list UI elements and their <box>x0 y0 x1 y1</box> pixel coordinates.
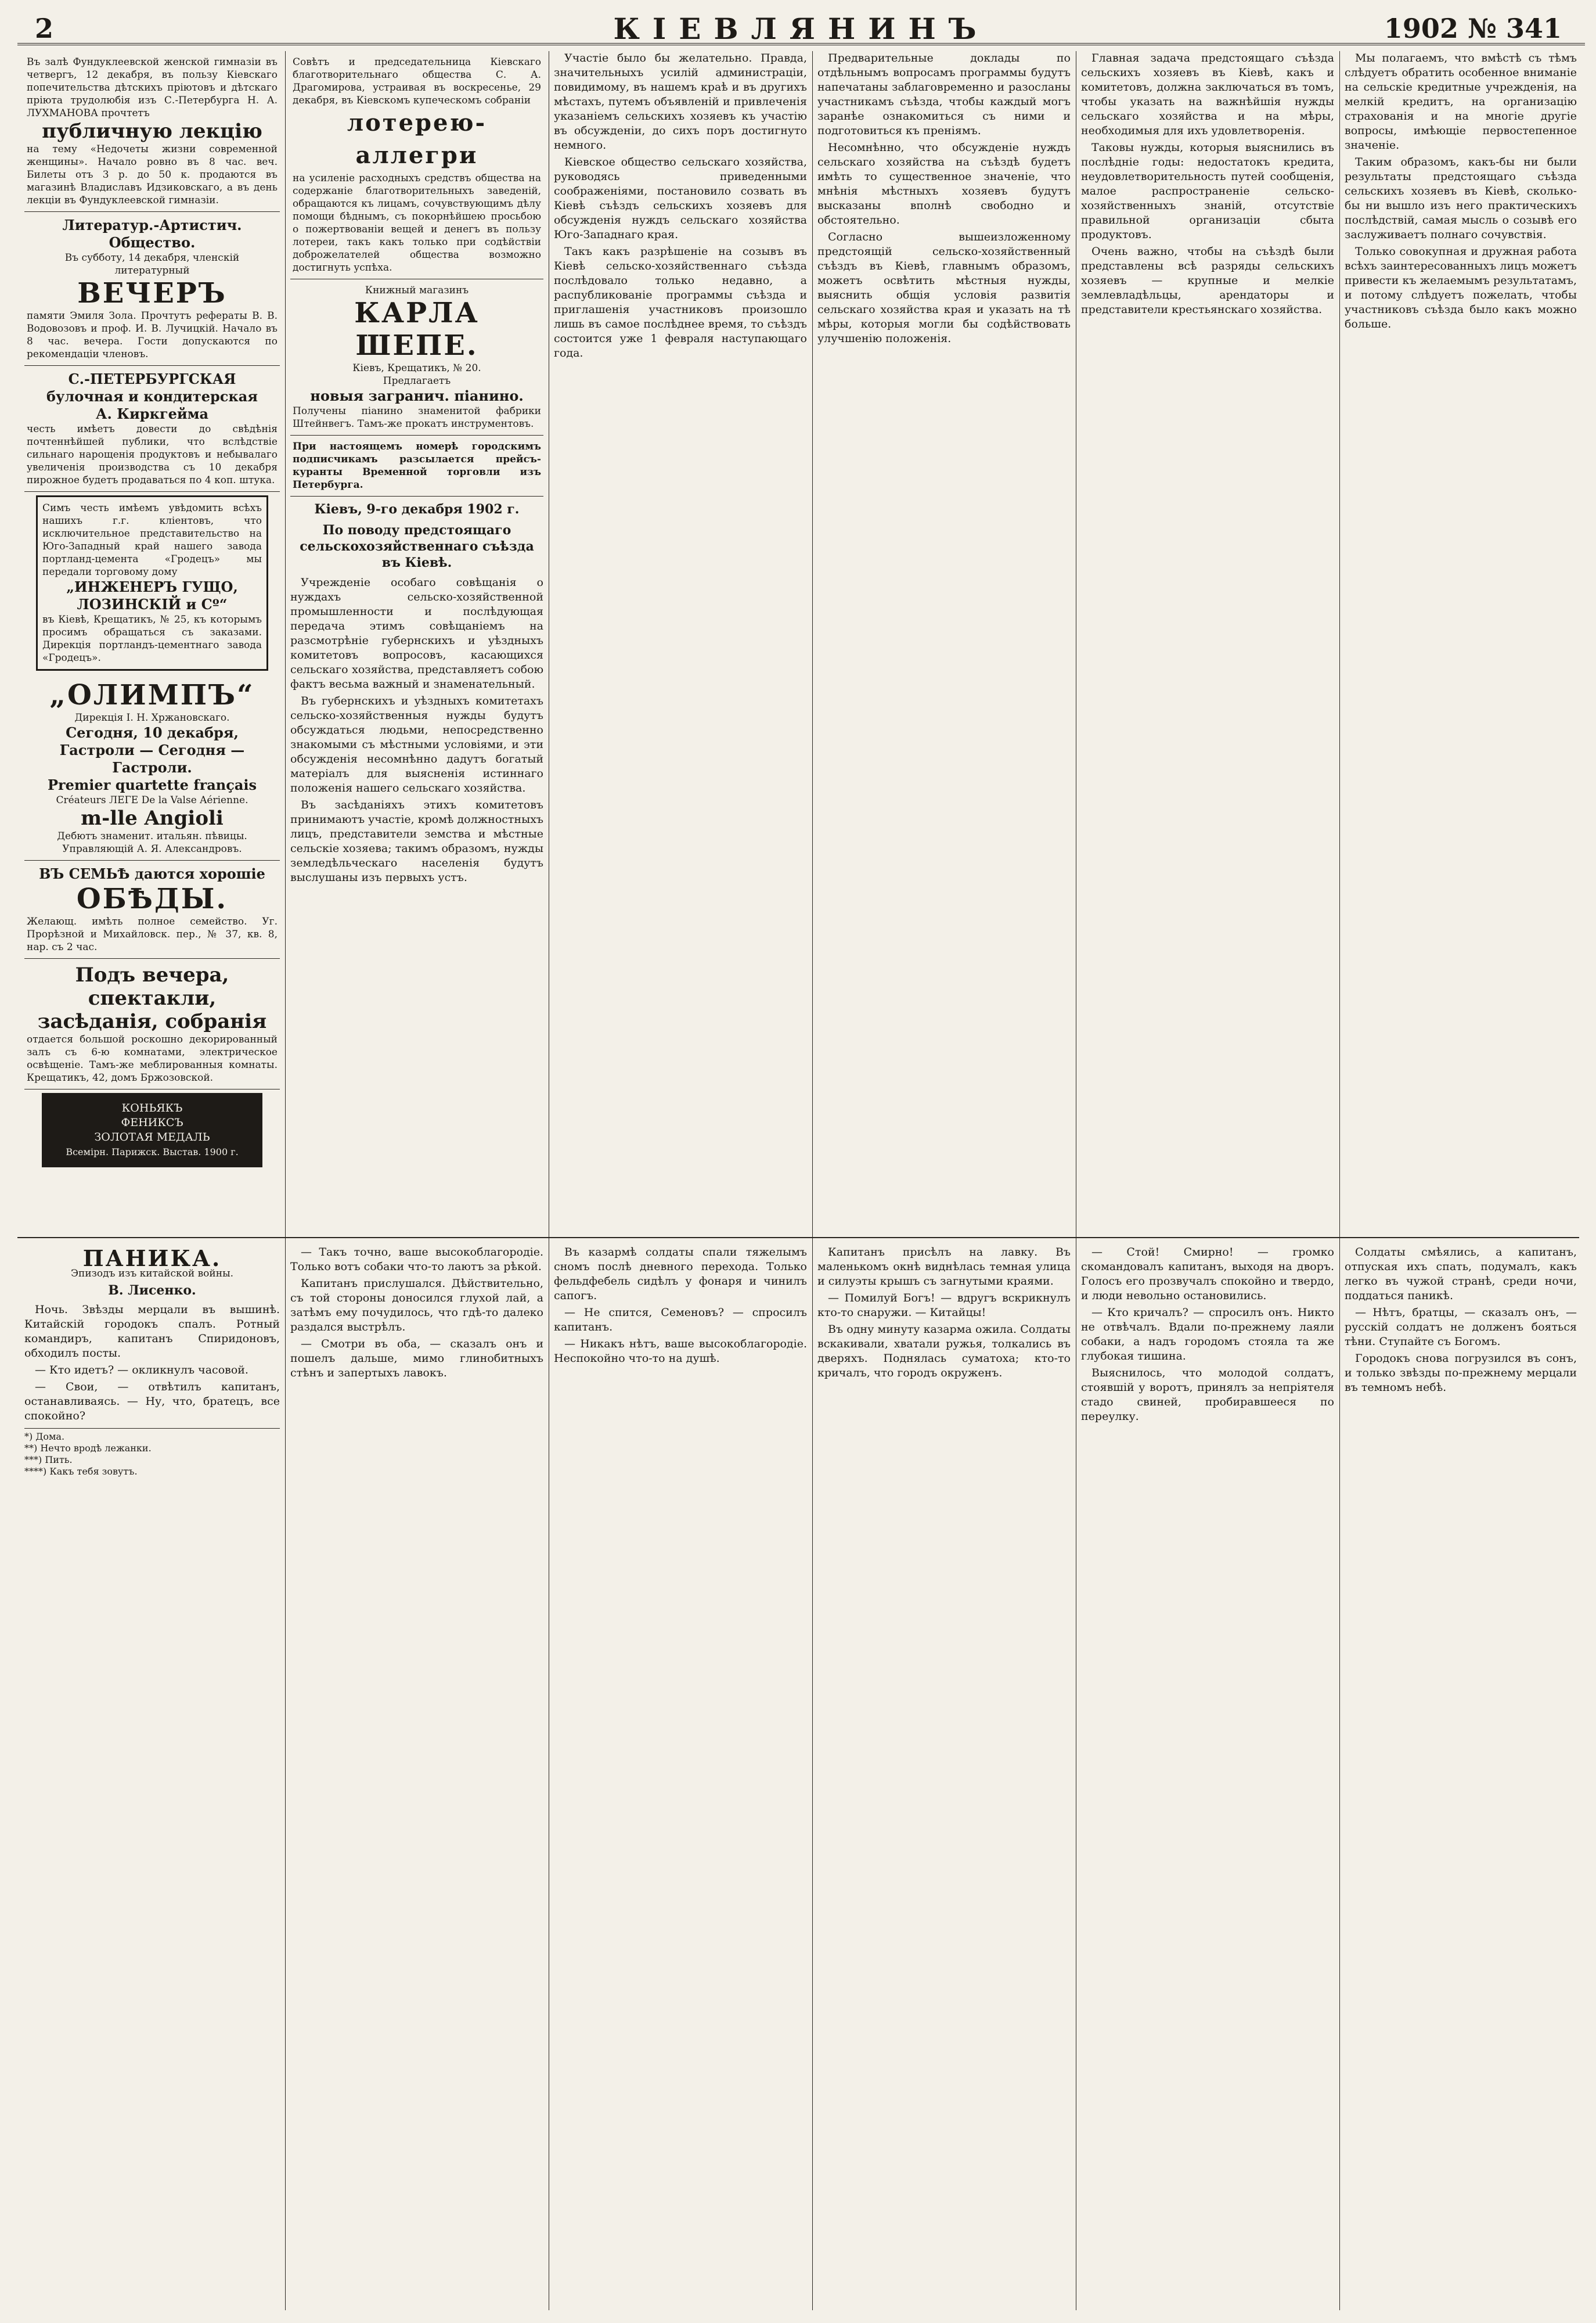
ad-lecture <box>24 51 280 212</box>
firm-name: „ИНЖЕНЕРЪ ГУЩО, ЛОЗИНСКІЙ и Сº“ <box>66 578 238 613</box>
bakery-city: С.-ПЕТЕРБУРГСКАЯ <box>68 371 236 387</box>
bakery-owner: А. Киркгейма <box>95 405 209 422</box>
bakery-body: честь имѣетъ довести до свѣдѣнія почтеннѣйшей публики, что вслѣдствіе сильнаго нарощенія продуктовъ и небывалаго увеличенія производства съ 10 декабря пирожное будетъ продаваться по 4 коп. штука. <box>27 423 278 486</box>
footnote: *) Дома. <box>24 1431 65 1442</box>
cognac-line-4: Всемірн. Парижск. Выстав. 1900 г. <box>66 1146 239 1157</box>
article-paragraph: Въ губернскихъ и уѣздныхъ комитетахъ сельско-хозяйственныя нужды будутъ обсуждаться людьми, непосредственно знакомыми съ мѣстными условіями, и эти обсужденія несомнѣнно дадутъ богатый матеріалъ для выясненія истиннаго положенія нашего сельскаго хозяйства. <box>290 695 543 794</box>
story-column-6 <box>1345 1245 1577 2314</box>
article-paragraph: Несомнѣнно, что обсужденіе нуждъ сельскаго хозяйства на съѣздѣ будетъ имѣть то существенное значеніе, что мнѣнія мѣстныхъ хозяевъ будутъ высказаны вполнѣ свободно и обстоятельно. <box>817 141 1071 226</box>
story-paragraph: Въ одну минуту казарма ожила. Солдаты вскакивали, хватали ружья, толкались въ дверяхъ. Поднялась суматоха; кто-то кричалъ, что городъ окруженъ. <box>817 1323 1071 1379</box>
shop-piano: новыя загранич. піанино. <box>310 387 524 404</box>
story-paragraph: — Нѣтъ, братцы, — сказалъ онъ, — русскій солдатъ не долженъ бояться тѣни. Ступайте съ Богомъ. <box>1345 1306 1577 1348</box>
olimp-sub: Сегодня, 10 декабря, Гастроли — Сегодня — Гастроли. <box>59 724 245 776</box>
lit-date: Въ субботу, 14 декабря, членскій литературный <box>64 252 240 276</box>
vecher-title: ВЕЧЕРЪ <box>77 277 227 310</box>
story-paragraph: — Кто кричалъ? — спросилъ онъ. Никто не отвѣчалъ. Вдали по-прежнему лаяли собаки, а надъ городомъ стояла та же глубокая тишина. <box>1081 1306 1334 1362</box>
article-paragraph: Учрежденіе особаго совѣщанія о нуждахъ сельско-хозяйственной промышленности и послѣдующая передача этимъ совѣщаніемъ на разсмотрѣніе губернскихъ и уѣздныхъ комитетовъ вопросовъ, касающихся сельскаго хозяйства, представляетъ собою фактъ весьма важный и знаменательный. <box>290 576 543 691</box>
story-paragraph: Капитанъ прислушался. Дѣйствительно, съ той стороны доносился глухой лай, а затѣмъ ему почудилось, что гдѣ-то далеко раздался выстрѣлъ. <box>290 1277 543 1333</box>
article-paragraph: Такъ какъ разрѣшеніе на созывъ въ Кіевѣ сельско-хозяйственнаго съѣзда послѣдовало только недавно, а распубликованіе программы съѣзда и приглашенія участниковъ произошло лишь въ самое послѣднее время, то съѣздъ состоится уже 1 февраля наступающаго года. <box>554 245 807 359</box>
article-paragraph: Мы полагаемъ, что вмѣстѣ съ тѣмъ слѣдуетъ обратить особенное вниманіе на сельскіе кредитные учрежденія, на мелкій кредитъ, на организацію страхованія и на многіе другіе вопросы, имѣющіе первостепенное значеніе. <box>1345 52 1577 152</box>
story-paragraph: — Помилуй Богъ! — вдругъ вскрикнулъ кто-то снаружи. — Китайцы! <box>817 1292 1071 1319</box>
lecture-intro: Въ залѣ Фундуклеевской женской гимназіи въ четвергъ, 12 декабря, въ пользу Кіевскаго попечительства дѣтскихъ пріютовъ и дѣтскаго пріюта трудолюбія изъ С.-Петербурга Н. А. ЛУХМАНОВА прочтетъ <box>27 56 278 119</box>
article-column-4 <box>817 51 1071 1230</box>
story-paragraph: — Свои, — отвѣтилъ капитанъ, останавливаясь. — Ну, что, братецъ, все спокойно? <box>24 1380 280 1422</box>
story-paragraph: — Кто идетъ? — окликнулъ часовой. <box>35 1364 248 1376</box>
story-column-4 <box>817 1245 1071 2314</box>
footnote: **) Нечто вродѣ лежанки. <box>24 1443 152 1454</box>
column-rule <box>1339 51 1340 2310</box>
story-subtitle: Эпизодъ изъ китайской войны. <box>70 1268 234 1279</box>
footnote: ****) Какъ тебя зовутъ. <box>24 1466 138 1477</box>
cognac-line-1: КОНЬЯКЪ <box>121 1102 183 1114</box>
ad-bakery <box>24 366 280 492</box>
cognac-line-2: ФЕНИКСЪ <box>121 1116 183 1129</box>
halls-body: отдается большой роскошно декорированный залъ съ 6-ю комнатами, электрическое освѣщеніе. Тамъ-же меблированныя комнаты. Крещатикъ, 42, домъ Бржозовской. <box>27 1034 278 1084</box>
vecher-body: памяти Эмиля Зола. Прочтутъ рефераты В. В. Водовозовъ и проф. И. В. Лучицкій. Начало въ 8 час. вечера. Гости допускаются по рекомендаціи членовъ. <box>27 310 278 360</box>
story-paragraph: — Смотри въ оба, — сказалъ онъ и пошелъ дальше, мимо глинобитныхъ стѣнъ и запертыхъ лавокъ. <box>290 1337 543 1379</box>
lecture-body: на тему «Недочеты жизни современной женщины». Начало ровно въ 8 час. веч. Билеты отъ 3 р. до 50 к. продаются въ магазинѣ Владиславъ Идзиковскаго, а въ день лекціи въ Фундуклеевской гимназіи. <box>27 143 278 206</box>
story-paragraph: Выяснилось, что молодой солдатъ, стоявшій у воротъ, принялъ за непріятеля стадо свиней, пробиравшееся по переулку. <box>1081 1367 1334 1423</box>
article-paragraph: Таковы нужды, которыя выяснились въ послѣдніе годы: недостатокъ кредита, неудовлетворительность путей сообщенія, малое распространеніе сельско-хозяйственныхъ знаній, отсутствіе правильной организаціи сбыта продуктовъ. <box>1081 141 1334 241</box>
article-paragraph: Главная задача предстоящаго съѣзда сельскихъ хозяевъ въ Кіевѣ, какъ и комитетовъ, должна заключаться въ томъ, чтобы указать на важнѣйшія нужды сельскаго хозяйства и на мѣры, необходимыя для ихъ удовлетворенія. <box>1081 52 1334 137</box>
lottery-top: Совѣтъ и председательница Кіевскаго благотворительнаго общества С. А. Драгомирова, устраивая въ воскресенье, 29 декабря, въ Кіевскомъ купеческомъ собраніи <box>293 56 541 106</box>
story-paragraph: Капитанъ присѣлъ на лавку. Въ маленькомъ окнѣ виднѣлась темная улица и силуэты крышъ съ загнутыми краями. <box>817 1246 1071 1288</box>
article-paragraph: Предварительные доклады по отдѣльнымъ вопросамъ программы будутъ напечатаны заблаговременно и разосланы участникамъ съѣзда, чтобы каждый могъ заранѣе ознакомиться съ ними и подготовиться къ преніямъ. <box>817 52 1071 137</box>
article-paragraph: Очень важно, чтобы на съѣздѣ были представлены всѣ разряды сельскихъ хозяевъ — крупные и мелкіе землевладѣльцы, арендаторы и представители крестьянскаго хозяйства. <box>1081 245 1334 316</box>
ad-dinners <box>24 861 280 959</box>
issue-number: 1902 № 341 <box>1384 13 1562 44</box>
ad-olimp <box>24 674 280 861</box>
dinners-body: Желающ. имѣть полное семейство. Уг. Прорѣзной и Михайловск. пер., № 37, кв. 8, нар. съ 2 час. <box>27 916 278 953</box>
lecture-title: публичную лекцію <box>42 120 262 143</box>
bakery-title: булочная и кондитерская <box>46 388 258 405</box>
ad-halls <box>24 959 280 1089</box>
story-paragraph: Солдаты смѣялись, а капитанъ, отпуская ихъ спать, подумалъ, какъ легко въ чужой странѣ, среди ночи, поддаться паникѣ. <box>1345 1246 1577 1302</box>
article-paragraph: Кіевское общество сельскаго хозяйства, руководясь приведенными соображеніями, постановило созвать въ Кіевѣ съѣздъ сельскихъ хозяевъ для обсужденія нуждъ сельскаго хозяйства Юго-Западнаго края. <box>554 156 807 241</box>
cognac-line-3: ЗОЛОТАЯ МЕДАЛЬ <box>94 1131 210 1143</box>
story-column-1 <box>24 1245 280 2314</box>
story-paragraph: — Стой! Смирно! — громко скомандовалъ капитанъ, выходя на дворъ. Голосъ его прозвучалъ спокойно и твердо, и люди невольно остановились. <box>1081 1246 1334 1302</box>
ad-price-list <box>290 436 543 497</box>
story-paragraph: — Никакъ нѣтъ, ваше высокоблагородіе. Неспокойно что-то на душѣ. <box>554 1337 807 1365</box>
article-paragraph: Таким образомъ, какъ-бы ни были результаты предстоящаго съѣзда сельскихъ хозяевъ въ Кіевѣ, сколько-бы ни вышло изъ него практическихъ послѣдствій, самая мысль о созывѣ его заслуживаетъ полнаго сочувствія. <box>1345 156 1577 241</box>
story-title: ПАНИКА. <box>82 1245 222 1271</box>
shop-offer: Предлагаетъ <box>383 375 451 387</box>
article-paragraph: Только совокупная и дружная работа всѣхъ заинтересованныхъ лицъ можетъ привести къ желаемымъ результатамъ, и потому слѣдуетъ пожелать, чтобы участниковъ съѣзда было какъ можно больше. <box>1345 245 1577 330</box>
ad-cement-firm <box>36 495 268 671</box>
article-paragraph: Въ засѣданіяхъ этихъ комитетовъ принимаютъ участіе, кромѣ должностныхъ лицъ, представители земства и мѣстные сельскіе хозяева; такимъ образомъ, нужды земледѣльческаго населенія будутъ выслушаны изъ первыхъ устъ. <box>290 799 543 884</box>
firm-body: Симъ честь имѣемъ увѣдомить всѣхъ нашихъ г.г. кліентовъ, что исключительное представительство на Юго-Западный край нашего завода портланд-цемента «Гродецъ» мы передали торговому дому <box>42 502 262 578</box>
shop-name: КАРЛА ШЕПЕ. <box>354 297 480 362</box>
masthead <box>17 8 1585 45</box>
footnotes <box>24 1428 280 1477</box>
price-list-notice: При настоящемъ номерѣ городскимъ подписчикамъ разсылается прейсъ-куранты Временной торговли изъ Петербурга. <box>293 441 541 491</box>
story-column-2 <box>290 1245 543 2314</box>
lit-society-title: Литератур.-Артистич. Общество. <box>62 217 242 251</box>
story-paragraph: — Не спится, Семеновъ? — спросилъ капитанъ. <box>554 1306 807 1333</box>
dinners-lead: ВЪ СЕМЬѢ даются хорошіе <box>39 865 265 882</box>
olimp-direction: Дирекція І. Н. Хржановскаго. <box>74 712 230 724</box>
story-paragraph: Въ казармѣ солдаты спали тяжелымъ сномъ послѣ дневного перехода. Только фельдфебель сидѣлъ у фонаря и чинилъ сапогъ. <box>554 1246 807 1302</box>
footnote: ***) Пить. <box>24 1454 73 1465</box>
column-rule <box>285 51 286 2310</box>
article-paragraph: Согласно вышеизложенному предстоящій сельско-хозяйственный съѣздъ въ Кіевѣ, главнымъ образомъ, можетъ освѣтить мѣстныя нужды, выяснить общія условія развитія сельскаго хозяйства края и указать на тѣ мѣры, которыя могли бы содѣйствовать улучшенію положенія. <box>817 231 1071 345</box>
lottery-body: на усиленіе расходныхъ средствъ общества на содержаніе благотворительныхъ заведеній, обращаются къ лицамъ, сочувствующимъ дѣлу помощи бѣднымъ, съ покорнѣйшею просьбою о пожертвованіи вещей и денегъ въ пользу лотереи, такъ какъ только при содѣйствіи доброжелателей общества возможно достигнуть успѣха. <box>293 172 541 274</box>
ad-lottery <box>290 51 543 279</box>
article-column-6 <box>1345 51 1577 1230</box>
page-number: 2 <box>35 13 54 44</box>
ad-literary-society <box>24 212 280 366</box>
feuilleton-divider <box>17 1237 1579 1238</box>
column-rule <box>812 51 813 2310</box>
article-dateline: Кіевъ, 9-го декабря 1902 г. <box>314 502 520 517</box>
olimp-angioli: m-lle Angioli <box>81 807 224 830</box>
olimp-lege: Créateurs ЛЕГЕ De la Valse Aérienne. <box>56 794 248 806</box>
shop-address: Кіевъ, Крещатикъ, № 20. <box>352 362 481 374</box>
article-paragraph: Участіе было бы желательно. Правда, значительныхъ усилій администраціи, повидимому, въ нашемъ краѣ и въ другихъ мѣстахъ, путемъ объявленій и привлеченія указаніемъ сельскихъ хозяевъ къ участію въ обсужденіи, до сихъ поръ достигнуто немного. <box>554 52 807 152</box>
ads-column-1 <box>24 51 280 1230</box>
shop-lead: Книжный магазинъ <box>365 285 469 296</box>
story-paragraph: Ночь. Звѣзды мерцали въ вышинѣ. Китайскій городокъ спалъ. Ротный командиръ, капитанъ Спиридоновъ, обходилъ посты. <box>24 1303 280 1360</box>
shop-body: Получены піанино знаменитой фабрики Штейнвегъ. Тамъ-же прокатъ инструментовъ. <box>293 405 541 430</box>
firm-address: въ Кіевѣ, Крещатикъ, № 25, къ которымъ просимъ обращаться съ заказами. Дирекція портландъ-цементнаго завода «Гродецъ». <box>42 614 262 664</box>
story-column-3 <box>554 1245 807 2314</box>
dinners-title: ОБѢДЫ. <box>76 883 228 915</box>
article-column-5 <box>1081 51 1334 1230</box>
halls-title: Подъ вечера, спектакли, засѣданія, собранія <box>37 963 267 1033</box>
lottery-title: лотерею-аллегри <box>347 109 487 169</box>
story-paragraph: — Такъ точно, ваше высокоблагородіе. Только вотъ собаки что-то лаютъ за рѣкой. <box>290 1246 543 1273</box>
story-column-5 <box>1081 1245 1334 2314</box>
story-paragraph: Городокъ снова погрузился въ сонъ, и только звѣзды по-прежнему мерцали въ темномъ небѣ. <box>1345 1352 1577 1394</box>
story-author: В. Лисенко. <box>108 1283 196 1298</box>
ad-bookshop <box>290 279 543 436</box>
olimp-title: „ОЛИМПЪ“ <box>49 679 255 711</box>
ads-column-2 <box>290 51 543 1230</box>
newspaper-title: КІЕВЛЯНИНЪ <box>613 12 989 46</box>
ad-cognac <box>42 1093 262 1167</box>
olimp-quartette: Premier quartette français <box>47 776 257 793</box>
article-column-3 <box>554 51 807 1230</box>
olimp-end: Дебютъ знаменит. итальян. пѣвицы. Управляющій А. Я. Александровъ. <box>57 830 247 855</box>
article-heading: По поводу предстоящаго сельскохозяйственнаго съѣзда въ Кіевѣ. <box>300 523 534 570</box>
